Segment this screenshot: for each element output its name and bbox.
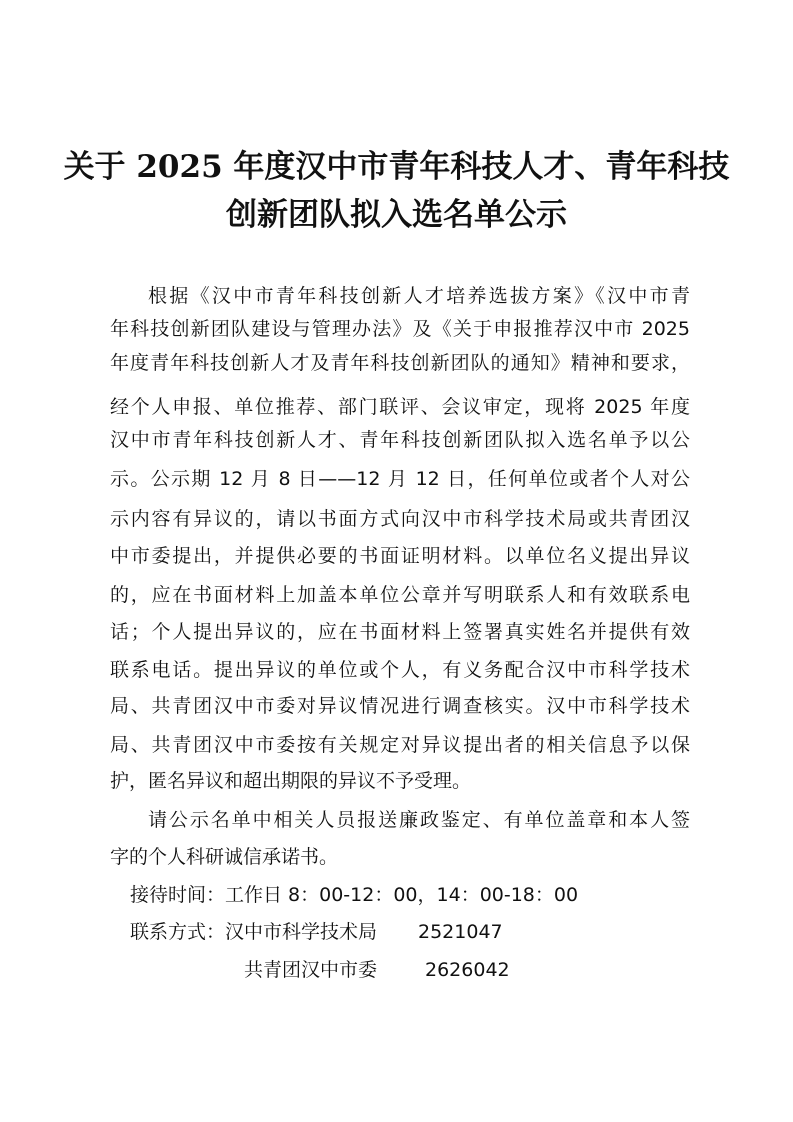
- contact-phone-1: 2521047: [418, 921, 503, 943]
- document-title-line-1: 关于 2025 年度汉中市青年科技人才、青年科技: [63, 149, 730, 185]
- paragraph-1-line: 中市委提出，并提供必要的书面证明材料。以单位名义提出异议: [110, 545, 690, 567]
- paragraph-1-line: 联系电话。提出异议的单位或个人，有义务配合汉中市科学技术: [110, 659, 690, 681]
- paragraph-1-line: 年科技创新团队建设与管理办法》及《关于申报推荐汉中市 2025: [110, 318, 690, 340]
- contact-label: 联系方式：: [130, 921, 226, 943]
- paragraph-1-line: 示。公示期 12 月 8 日——12 月 12 日，任何单位或者个人对公: [110, 468, 690, 490]
- contact-phone-2: 2626042: [425, 959, 510, 981]
- paragraph-1-line: 局、共青团汉中市委对异议情况进行调查核实。汉中市科学技术: [110, 695, 690, 717]
- paragraph-1-line: 的，应在书面材料上加盖本单位公章并写明联系人和有效联系电: [110, 584, 690, 606]
- contact-org-2: 共青团汉中市委: [244, 959, 378, 981]
- reception-value: 工作日 8：00-12：00，14：00-18：00: [225, 884, 579, 906]
- paragraph-1-line: 经个人申报、单位推荐、部门联评、会议审定，现将 2025 年度: [110, 396, 690, 418]
- paragraph-1-line: 年度青年科技创新人才及青年科技创新团队的通知》精神和要求，: [110, 352, 690, 374]
- contact-org-1: 汉中市科学技术局: [225, 921, 378, 943]
- paragraph-2-line: 字的个人科研诚信承诺书。: [110, 846, 339, 868]
- document-title-line-2: 创新团队拟入选名单公示: [226, 197, 567, 233]
- paragraph-1-line: 话；个人提出异议的，应在书面材料上签署真实姓名并提供有效: [110, 621, 690, 643]
- paragraph-2-line: 请公示名单中相关人员报送廉政鉴定、有单位盖章和本人签: [148, 809, 690, 831]
- paragraph-1-line: 根据《汉中市青年科技创新人才培养选拔方案》《汉中市青: [148, 285, 690, 307]
- reception-label: 接待时间：: [130, 884, 226, 906]
- paragraph-1-line: 示内容有异议的，请以书面方式向汉中市科学技术局或共青团汉: [110, 508, 690, 530]
- paragraph-1-line: 护，匿名异议和超出期限的异议不予受理。: [110, 770, 472, 792]
- paragraph-1-line: 局、共青团汉中市委按有关规定对异议提出者的相关信息予以保: [110, 734, 690, 756]
- paragraph-1-line: 汉中市青年科技创新人才、青年科技创新团队拟入选名单予以公: [110, 429, 690, 451]
